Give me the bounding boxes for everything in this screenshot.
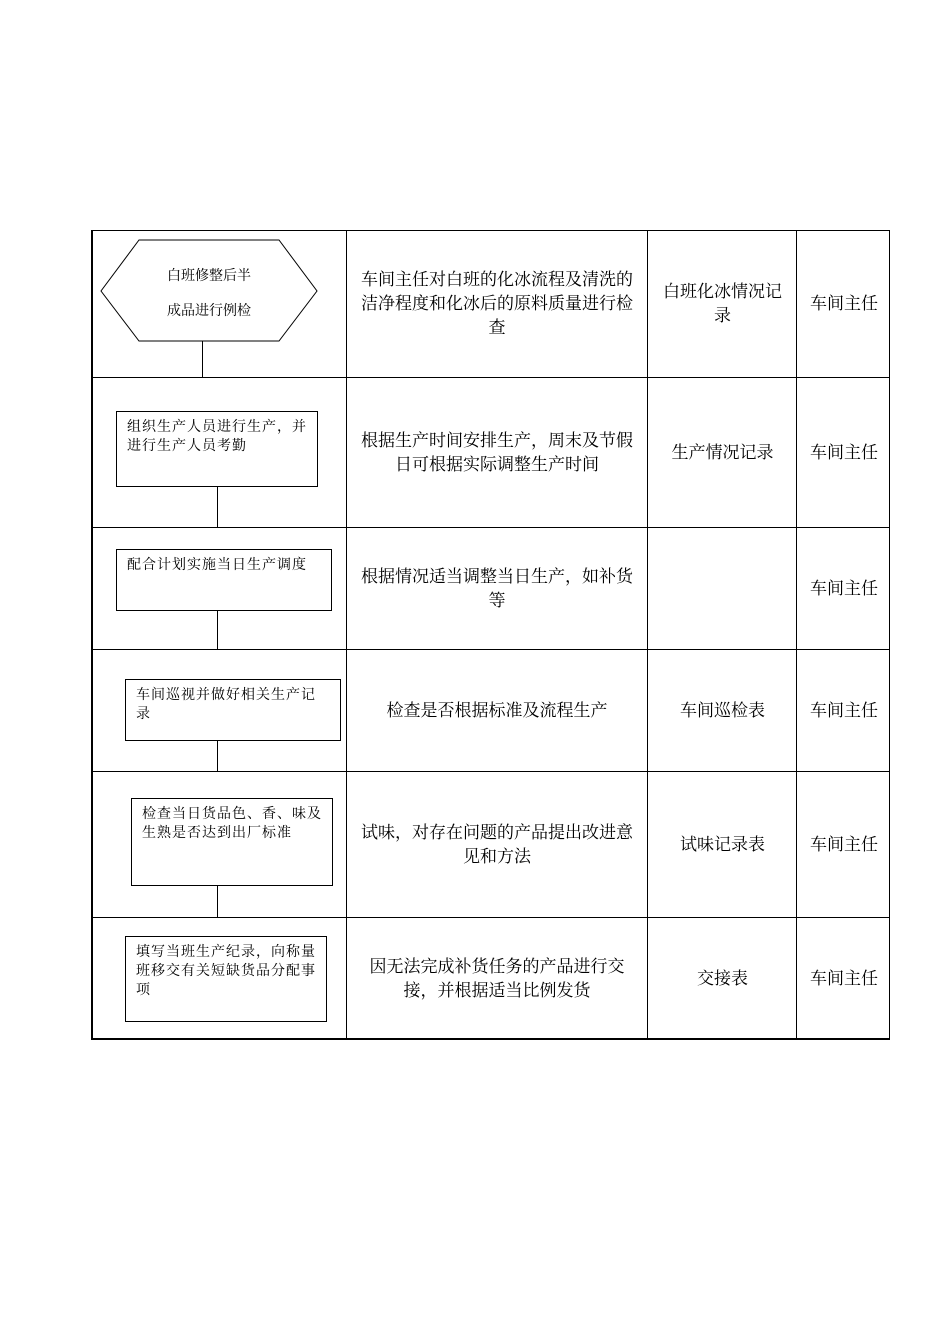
description-cell: 根据情况适当调整当日生产，如补货等	[361, 566, 633, 611]
responsible-cell: 车间主任	[810, 442, 878, 463]
responsible-cell: 车间主任	[810, 294, 878, 314]
description-cell: 检查是否根据标准及流程生产	[386, 700, 608, 721]
flow-connector	[217, 886, 218, 917]
step-text: 成品进行例检	[167, 303, 251, 319]
step-box: 配合计划实施当日生产调度	[116, 549, 332, 611]
responsible-cell: 车间主任	[810, 578, 878, 599]
step-box: 组织生产人员进行生产，并进行生产人员考勤	[116, 411, 318, 487]
record-cell: 车间巡检表	[680, 700, 765, 721]
record-cell: 交接表	[697, 968, 748, 989]
responsible-cell: 车间主任	[810, 968, 878, 989]
record-cell: 白班化冰情况记录	[663, 282, 782, 326]
process-table	[91, 230, 890, 1040]
description-cell: 试味，对存在问题的产品提出改进意见和方法	[361, 822, 633, 867]
step-box: 检查当日货品色、香、味及生熟是否达到出厂标准	[131, 798, 333, 886]
flow-connector	[217, 611, 218, 649]
record-cell: 生产情况记录	[671, 442, 774, 463]
flow-connector	[217, 741, 218, 771]
record-cell: 试味记录表	[680, 834, 765, 855]
flow-connector	[202, 341, 203, 377]
description-cell: 根据生产时间安排生产，周末及节假日可根据实际调整生产时间	[361, 430, 633, 475]
description-cell: 因无法完成补货任务的产品进行交接，并根据适当比例发货	[369, 956, 625, 1001]
step-box: 填写当班生产纪录，向称量班移交有关短缺货品分配事项	[125, 936, 327, 1022]
responsible-cell: 车间主任	[810, 700, 878, 721]
responsible-cell: 车间主任	[810, 834, 878, 855]
hexagon-step-shape	[99, 239, 319, 343]
record-cell	[648, 528, 797, 649]
step-text: 白班修整后半	[167, 268, 251, 284]
step-box: 车间巡视并做好相关生产记录	[125, 679, 341, 741]
description-cell: 车间主任对白班的化冰流程及清洗的洁净程度和化冰后的原料质量进行检查	[361, 270, 633, 338]
flow-connector	[217, 487, 218, 527]
